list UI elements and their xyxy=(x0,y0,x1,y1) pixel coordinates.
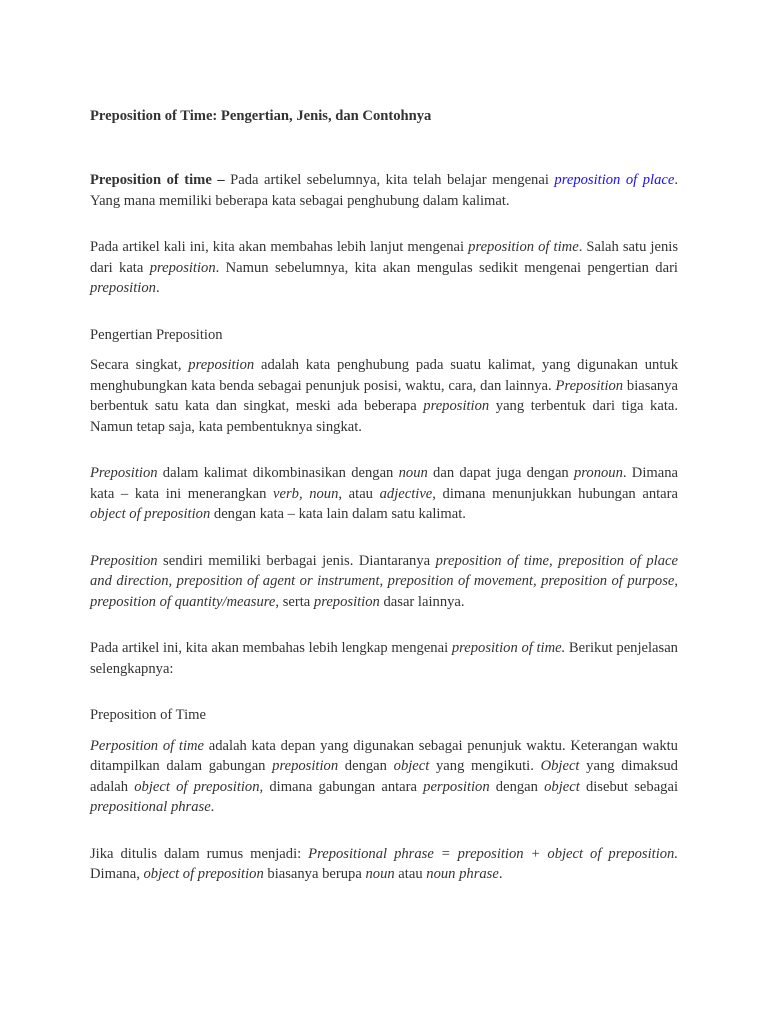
italic-run: preposition of time, preposition of place and direction, preposition of agent or instrument xyxy=(90,552,678,589)
text-run: atau xyxy=(394,866,427,882)
paragraph-3 xyxy=(90,355,678,437)
italic-run: noun xyxy=(398,465,428,481)
italic-run: noun xyxy=(365,866,395,882)
italic-run: preposition xyxy=(313,593,380,610)
text-run: dengan xyxy=(489,778,545,795)
text-run: yang mengikuti. xyxy=(429,758,541,774)
italic-run: Object xyxy=(540,758,580,774)
text-run: Secara singkat, xyxy=(90,357,189,373)
text-run: yang dimaksud adalah xyxy=(90,758,678,795)
italic-run: preposition of time. xyxy=(451,640,566,656)
paragraph-7 xyxy=(90,736,678,818)
text-run: . Yang mana memiliki beberapa kata sebagai penghubung dalam kalimat. xyxy=(90,172,678,209)
italic-run: object of preposition xyxy=(134,778,260,795)
italic-run: adjective xyxy=(379,485,433,502)
text-run: Pada artikel kali ini, kita akan membahas lebih lanjut mengenai xyxy=(90,239,469,255)
italic-run: Preposition xyxy=(90,465,158,481)
intro-lead-bold: Preposition of time – xyxy=(90,172,225,188)
text-run: . Salah satu jenis dari kata xyxy=(90,239,678,276)
text-run: , atau xyxy=(338,485,380,502)
italic-run: verb, noun xyxy=(273,485,339,502)
text-run: adalah kata depan yang digunakan sebagai penunjuk waktu. Keterangan waktu ditampilkan dalam gabungan xyxy=(90,737,678,774)
italic-run: pronoun xyxy=(573,465,623,481)
text-run: . xyxy=(498,866,503,882)
document-page xyxy=(90,106,678,885)
italic-run: preposition of quantity/measure xyxy=(90,593,276,610)
text-run: Pada artikel ini, kita akan membahas lebih lengkap mengenai xyxy=(90,640,452,656)
paragraph-5 xyxy=(90,551,678,613)
text-run: disebut sebagai xyxy=(579,778,679,795)
text-run: , xyxy=(379,573,388,589)
italic-run: preposition of time xyxy=(468,239,579,255)
italic-run: preposition xyxy=(423,398,490,414)
italic-run: Prepositional phrase = preposition + object of preposition. xyxy=(308,845,678,862)
italic-run: preposition of movement, preposition of purpose xyxy=(387,573,675,589)
text-run: dalam kalimat dikombinasikan dengan xyxy=(157,465,399,481)
text-run: Jika ditulis dalam rumus menjadi: xyxy=(90,845,309,862)
text-run: . Dimana kata – kata ini menerangkan xyxy=(90,465,678,502)
text-run: . xyxy=(155,280,160,296)
text-run: , serta xyxy=(275,593,314,610)
italic-run: object of preposition xyxy=(143,866,264,882)
italic-run: Perposition of time xyxy=(90,737,205,754)
section-heading-pengertian: Pengertian Preposition xyxy=(90,326,223,343)
italic-run: preposition xyxy=(188,357,255,373)
text-run: . xyxy=(210,799,215,815)
paragraph-4 xyxy=(90,463,678,525)
text-run: dengan xyxy=(338,758,394,774)
paragraph-6 xyxy=(90,638,678,679)
text-run: . Namun sebelumnya, kita akan mengulas sedikit mengenai pengertian dari xyxy=(215,259,678,276)
text-run: Dimana, xyxy=(90,866,144,882)
italic-run: object xyxy=(544,778,580,795)
text-run: , xyxy=(674,573,679,589)
preposition-of-place-link[interactable]: preposition of place xyxy=(554,172,675,188)
text-run: , dimana gabungan antara xyxy=(259,778,424,795)
text-run: Pada artikel sebelumnya, kita telah belajar mengenai xyxy=(224,172,555,188)
text-run: adalah kata penghubung pada suatu kalimat, yang digunakan untuk menghubungkan kata benda sebagai penunjuk posisi, waktu, cara, dan lainnya. xyxy=(90,357,678,394)
italic-run: perposition xyxy=(423,778,490,795)
italic-run: object of preposition xyxy=(90,506,211,522)
paragraph-2 xyxy=(90,237,678,299)
text-run: biasanya berbentuk satu kata dan singkat, meski ada beberapa xyxy=(90,377,678,414)
italic-run: prepositional phrase xyxy=(90,799,211,815)
text-run: sendiri memiliki berbagai jenis. Diantaranya xyxy=(157,552,436,569)
text-run: dengan kata – kata lain dalam satu kalimat. xyxy=(210,506,466,522)
text-run: dasar lainnya. xyxy=(379,593,465,610)
text-run: biasanya berupa xyxy=(263,866,366,882)
italic-run: Preposition xyxy=(90,552,158,569)
document-title: Preposition of Time: Pengertian, Jenis, dan Contohnya xyxy=(90,108,432,124)
italic-run: Preposition xyxy=(555,377,624,394)
section-heading-preposition-of-time: Preposition of Time xyxy=(90,707,206,723)
italic-run: preposition xyxy=(90,280,156,296)
italic-run: preposition xyxy=(272,758,339,774)
italic-run: noun phrase xyxy=(426,866,499,882)
text-run: Berikut penjelasan selengkapnya: xyxy=(90,640,678,677)
italic-run: object xyxy=(393,758,430,774)
paragraph-8 xyxy=(90,844,678,885)
italic-run: preposition xyxy=(149,259,216,276)
text-run: , dimana menunjukkan hubungan antara xyxy=(432,485,678,502)
paragraph-intro xyxy=(90,170,678,211)
text-run: dan dapat juga dengan xyxy=(427,465,574,481)
text-run: yang terbentuk dari tiga kata. Namun tetap saja, kata pembentuknya singkat. xyxy=(90,398,678,435)
